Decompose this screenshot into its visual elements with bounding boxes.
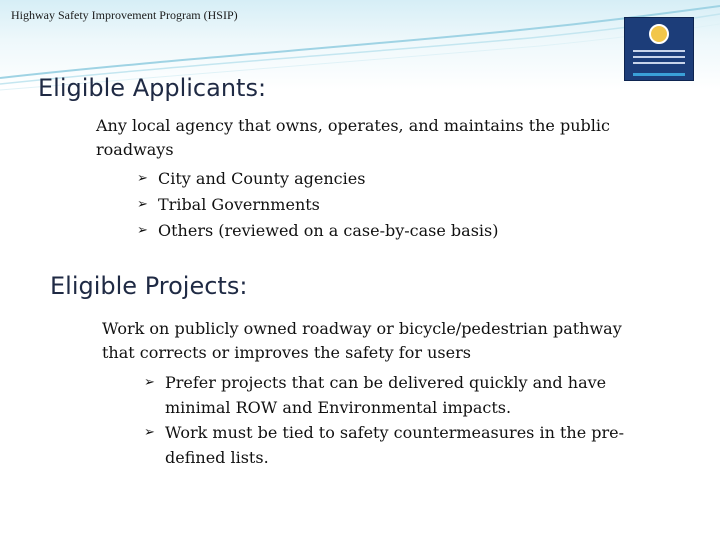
arrow-bullet-icon: ➢ [144, 375, 155, 390]
program-title: Highway Safety Improvement Program (HSIP) [11, 8, 238, 22]
projects-list [144, 370, 664, 470]
arrow-bullet-icon: ➢ [137, 171, 148, 186]
applicants-intro: Any local agency that owns, operates, and maintains the public roadways [96, 116, 610, 159]
list-item: ➢ Prefer projects that can be delivered quickly and have minimal ROW and Environmental impacts. [144, 370, 664, 420]
list-item: ➢ Tribal Governments [137, 192, 637, 218]
list-item: ➢ City and County agencies [137, 166, 637, 192]
agency-logo [624, 17, 694, 81]
arrow-bullet-icon: ➢ [137, 197, 148, 212]
list-item: ➢ Work must be tied to safety countermeasures in the pre-defined lists. [144, 420, 664, 470]
arrow-bullet-icon: ➢ [144, 425, 155, 440]
seal-icon [649, 24, 669, 44]
eligible-applicants-heading: Eligible Applicants: [38, 74, 267, 102]
list-item: ➢ Others (reviewed on a case-by-case basis) [137, 218, 637, 244]
arrow-bullet-icon: ➢ [137, 223, 148, 238]
applicants-list [137, 166, 637, 244]
projects-intro: Work on publicly owned roadway or bicycle/pedestrian pathway that corrects or improves the safety for users [102, 319, 622, 362]
eligible-projects-heading: Eligible Projects: [50, 272, 248, 300]
